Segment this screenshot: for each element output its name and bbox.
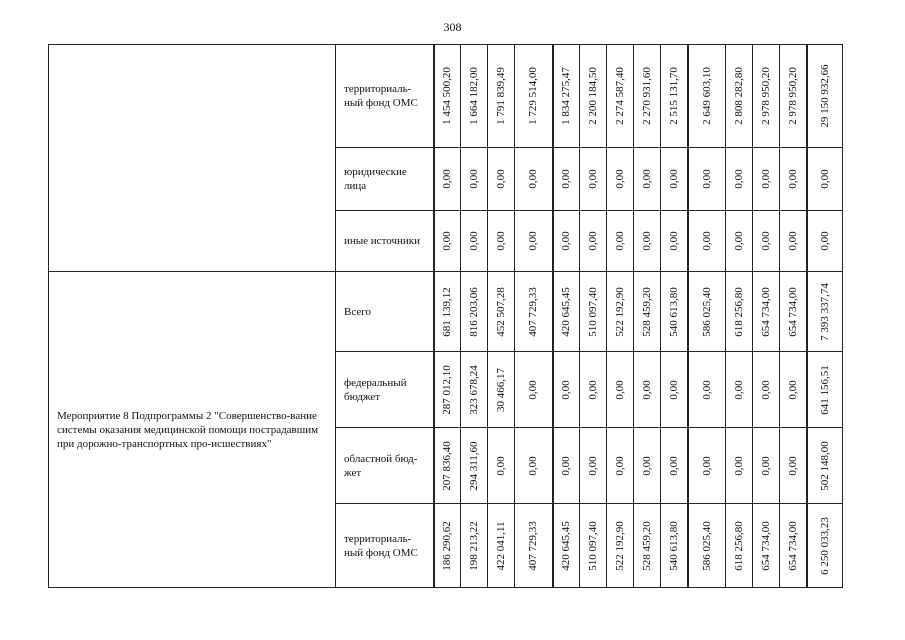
value-cell xyxy=(753,428,780,504)
value-cell xyxy=(780,45,807,148)
value-cell xyxy=(726,272,753,352)
value-cell xyxy=(634,211,661,272)
value-cell xyxy=(753,45,780,148)
value-cell xyxy=(688,504,726,588)
value-text: 198 213,22 xyxy=(468,520,480,571)
value-cell xyxy=(726,211,753,272)
value-text: 407 729,33 xyxy=(527,286,540,337)
value-text: 0,00 xyxy=(468,169,480,189)
value-cell xyxy=(726,428,753,504)
value-cell xyxy=(434,504,461,588)
value-cell xyxy=(580,211,607,272)
value-text: 0,00 xyxy=(527,231,540,251)
value-text: 2 270 931,60 xyxy=(641,67,653,125)
value-text: 0,00 xyxy=(818,169,831,189)
value-text: 0,00 xyxy=(641,169,653,189)
value-text: 0,00 xyxy=(587,169,599,189)
value-cell xyxy=(807,211,843,272)
value-text: 0,00 xyxy=(641,455,653,476)
value-cell xyxy=(553,428,580,504)
value-cell xyxy=(461,45,488,148)
value-cell xyxy=(726,45,753,148)
value-text: 654 734,00 xyxy=(786,520,799,571)
value-cell xyxy=(488,148,515,211)
value-cell xyxy=(434,352,461,428)
value-cell xyxy=(661,428,688,504)
value-cell xyxy=(688,352,726,428)
value-cell xyxy=(488,272,515,352)
value-cell xyxy=(807,428,843,504)
value-text: 0,00 xyxy=(560,455,573,476)
value-cell xyxy=(461,211,488,272)
value-cell xyxy=(515,272,553,352)
value-cell xyxy=(661,211,688,272)
value-text: 0,00 xyxy=(560,231,573,251)
value-cell xyxy=(580,45,607,148)
value-text: 2 808 282,80 xyxy=(733,67,745,125)
value-text: 186 290,62 xyxy=(441,520,454,571)
value-text: 420 645,45 xyxy=(560,286,573,337)
value-text: 510 097,40 xyxy=(587,286,599,337)
value-cell xyxy=(488,428,515,504)
value-text: 2 649 603,10 xyxy=(700,67,713,125)
value-text: 0,00 xyxy=(667,169,680,189)
value-cell xyxy=(553,504,580,588)
value-text: 522 192,90 xyxy=(614,520,626,571)
value-text: 510 097,40 xyxy=(587,520,599,571)
funding-source-cell: федеральный бюджет xyxy=(336,352,434,428)
value-text: 2 200 184,50 xyxy=(587,67,599,125)
value-text: 0,00 xyxy=(700,455,713,476)
value-cell xyxy=(434,428,461,504)
value-cell xyxy=(461,428,488,504)
value-text: 0,00 xyxy=(700,169,713,189)
value-text: 0,00 xyxy=(614,379,626,400)
value-cell xyxy=(780,272,807,352)
value-text: 0,00 xyxy=(760,169,772,189)
value-text: 654 734,00 xyxy=(786,286,799,337)
value-text: 618 256,80 xyxy=(733,520,745,571)
funding-source-cell: иные источники xyxy=(336,211,434,272)
value-text: 0,00 xyxy=(667,231,680,251)
value-cell xyxy=(726,352,753,428)
value-text: 0,00 xyxy=(786,169,799,189)
value-text: 0,00 xyxy=(527,455,540,476)
value-text: 0,00 xyxy=(733,169,745,189)
value-text: 528 459,20 xyxy=(641,520,653,571)
value-text: 0,00 xyxy=(587,379,599,400)
value-text: 0,00 xyxy=(527,379,540,400)
value-text: 0,00 xyxy=(733,455,745,476)
value-cell xyxy=(461,504,488,588)
value-cell xyxy=(753,272,780,352)
value-cell xyxy=(607,148,634,211)
value-text: 0,00 xyxy=(495,169,507,189)
value-text: 7 393 337,74 xyxy=(818,282,831,341)
value-text: 287 012,10 xyxy=(441,364,454,415)
value-cell xyxy=(661,148,688,211)
value-cell xyxy=(661,352,688,428)
funding-source-cell: территориаль-ный фонд ОМС xyxy=(336,45,434,148)
value-cell xyxy=(688,272,726,352)
value-cell xyxy=(661,272,688,352)
funding-source-cell: территориаль-ный фонд ОМС xyxy=(336,504,434,588)
value-cell xyxy=(807,352,843,428)
measure-cell xyxy=(49,45,336,272)
value-text: 0,00 xyxy=(667,379,680,400)
value-cell xyxy=(634,45,661,148)
value-text: 420 645,45 xyxy=(560,520,573,571)
value-cell xyxy=(753,148,780,211)
value-cell xyxy=(780,148,807,211)
page-number: 308 xyxy=(443,20,462,34)
value-text: 0,00 xyxy=(700,379,713,400)
value-cell xyxy=(634,504,661,588)
value-text: 654 734,00 xyxy=(760,286,772,337)
value-cell xyxy=(488,352,515,428)
budget-table xyxy=(48,44,843,588)
value-text: 502 148,00 xyxy=(818,440,831,491)
value-text: 0,00 xyxy=(495,455,507,476)
value-cell xyxy=(461,352,488,428)
value-cell xyxy=(807,504,843,588)
value-text: 0,00 xyxy=(441,231,454,251)
value-text: 0,00 xyxy=(760,231,772,251)
funding-source-cell: Всего xyxy=(336,272,434,352)
value-text: 0,00 xyxy=(560,379,573,400)
value-cell xyxy=(688,428,726,504)
value-text: 0,00 xyxy=(786,379,799,400)
value-text: 30 466,17 xyxy=(495,367,507,412)
value-cell xyxy=(553,148,580,211)
value-text: 528 459,20 xyxy=(641,286,653,337)
value-text: 641 156,51 xyxy=(818,364,831,415)
value-text: 2 274 587,40 xyxy=(614,67,626,125)
value-text: 681 139,12 xyxy=(441,286,454,337)
value-cell xyxy=(607,272,634,352)
value-cell xyxy=(461,272,488,352)
value-text: 29 150 932,66 xyxy=(818,64,831,128)
value-text: 586 025,40 xyxy=(700,520,713,571)
value-text: 323 678,24 xyxy=(468,364,480,415)
value-text: 1 834 275,47 xyxy=(560,67,573,125)
value-cell xyxy=(688,211,726,272)
value-cell xyxy=(580,428,607,504)
value-cell xyxy=(726,504,753,588)
value-text: 0,00 xyxy=(468,231,480,251)
value-text: 294 311,60 xyxy=(468,440,480,491)
value-cell xyxy=(688,45,726,148)
value-cell xyxy=(515,211,553,272)
value-cell xyxy=(661,45,688,148)
value-text: 422 041,11 xyxy=(495,520,507,571)
value-text: 0,00 xyxy=(700,231,713,251)
value-text: 452 507,28 xyxy=(495,286,507,337)
value-cell xyxy=(753,211,780,272)
value-text: 586 025,40 xyxy=(700,286,713,337)
value-cell xyxy=(553,211,580,272)
value-cell xyxy=(634,352,661,428)
value-text: 540 613,80 xyxy=(667,286,680,337)
value-cell xyxy=(661,504,688,588)
value-text: 816 203,06 xyxy=(468,286,480,337)
value-text: 1 664 182,00 xyxy=(468,67,480,125)
value-text: 540 613,80 xyxy=(667,520,680,571)
value-cell xyxy=(688,148,726,211)
value-cell xyxy=(753,504,780,588)
value-cell xyxy=(553,45,580,148)
value-cell xyxy=(780,211,807,272)
value-text: 2 978 950,20 xyxy=(786,67,799,125)
value-cell xyxy=(488,45,515,148)
funding-source-cell: юридические лица xyxy=(336,148,434,211)
value-cell xyxy=(461,148,488,211)
value-cell xyxy=(753,352,780,428)
value-cell xyxy=(607,352,634,428)
value-cell xyxy=(515,45,553,148)
value-cell xyxy=(807,272,843,352)
value-cell xyxy=(434,148,461,211)
value-text: 0,00 xyxy=(818,231,831,251)
value-text: 0,00 xyxy=(733,379,745,400)
value-cell xyxy=(634,272,661,352)
value-cell xyxy=(515,148,553,211)
measure-cell: Мероприятие 8 Подпрограммы 2 "Совершенство-вание системы оказания медицинской помощи пострадавшим при дорожно-транспортных про-исшествиях" xyxy=(49,272,336,588)
value-text: 0,00 xyxy=(733,231,745,251)
value-text: 0,00 xyxy=(760,379,772,400)
value-text: 618 256,80 xyxy=(733,286,745,337)
value-text: 1 454 500,20 xyxy=(441,67,454,125)
value-text: 407 729,33 xyxy=(527,520,540,571)
value-text: 0,00 xyxy=(760,455,772,476)
value-text: 2 978 950,20 xyxy=(760,67,772,125)
value-cell xyxy=(807,45,843,148)
value-cell xyxy=(434,45,461,148)
value-cell xyxy=(434,211,461,272)
value-text: 0,00 xyxy=(441,169,454,189)
value-text: 0,00 xyxy=(614,231,626,251)
value-cell xyxy=(515,504,553,588)
value-cell xyxy=(580,272,607,352)
value-text: 0,00 xyxy=(527,169,540,189)
value-text: 0,00 xyxy=(587,231,599,251)
value-cell xyxy=(488,211,515,272)
value-text: 522 192,90 xyxy=(614,286,626,337)
value-cell xyxy=(780,504,807,588)
value-text: 0,00 xyxy=(614,455,626,476)
value-cell xyxy=(580,352,607,428)
value-text: 0,00 xyxy=(641,379,653,400)
value-cell xyxy=(607,428,634,504)
value-cell xyxy=(780,428,807,504)
value-text: 207 836,40 xyxy=(441,440,454,491)
value-text: 1 729 514,00 xyxy=(527,67,540,125)
value-cell xyxy=(634,428,661,504)
value-text: 0,00 xyxy=(786,455,799,476)
value-cell xyxy=(553,272,580,352)
value-cell xyxy=(553,352,580,428)
value-cell xyxy=(515,428,553,504)
funding-source-cell: областной бюд-жет xyxy=(336,428,434,504)
value-cell xyxy=(488,504,515,588)
value-cell xyxy=(607,504,634,588)
value-text: 0,00 xyxy=(786,231,799,251)
value-text: 0,00 xyxy=(667,455,680,476)
value-text: 1 791 839,49 xyxy=(495,67,507,125)
value-text: 0,00 xyxy=(587,455,599,476)
value-text: 6 250 033,23 xyxy=(818,516,831,575)
value-cell xyxy=(580,504,607,588)
table-row xyxy=(49,45,843,148)
value-cell xyxy=(607,45,634,148)
value-cell xyxy=(607,211,634,272)
value-text: 0,00 xyxy=(641,231,653,251)
value-cell xyxy=(434,272,461,352)
value-text: 0,00 xyxy=(614,169,626,189)
value-text: 654 734,00 xyxy=(760,520,772,571)
value-cell xyxy=(634,148,661,211)
table-row xyxy=(49,272,843,352)
value-text: 0,00 xyxy=(560,169,573,189)
value-text: 2 515 131,70 xyxy=(667,67,680,125)
value-cell xyxy=(807,148,843,211)
value-cell xyxy=(726,148,753,211)
value-cell xyxy=(780,352,807,428)
value-cell xyxy=(580,148,607,211)
value-text: 0,00 xyxy=(495,231,507,251)
value-cell xyxy=(515,352,553,428)
